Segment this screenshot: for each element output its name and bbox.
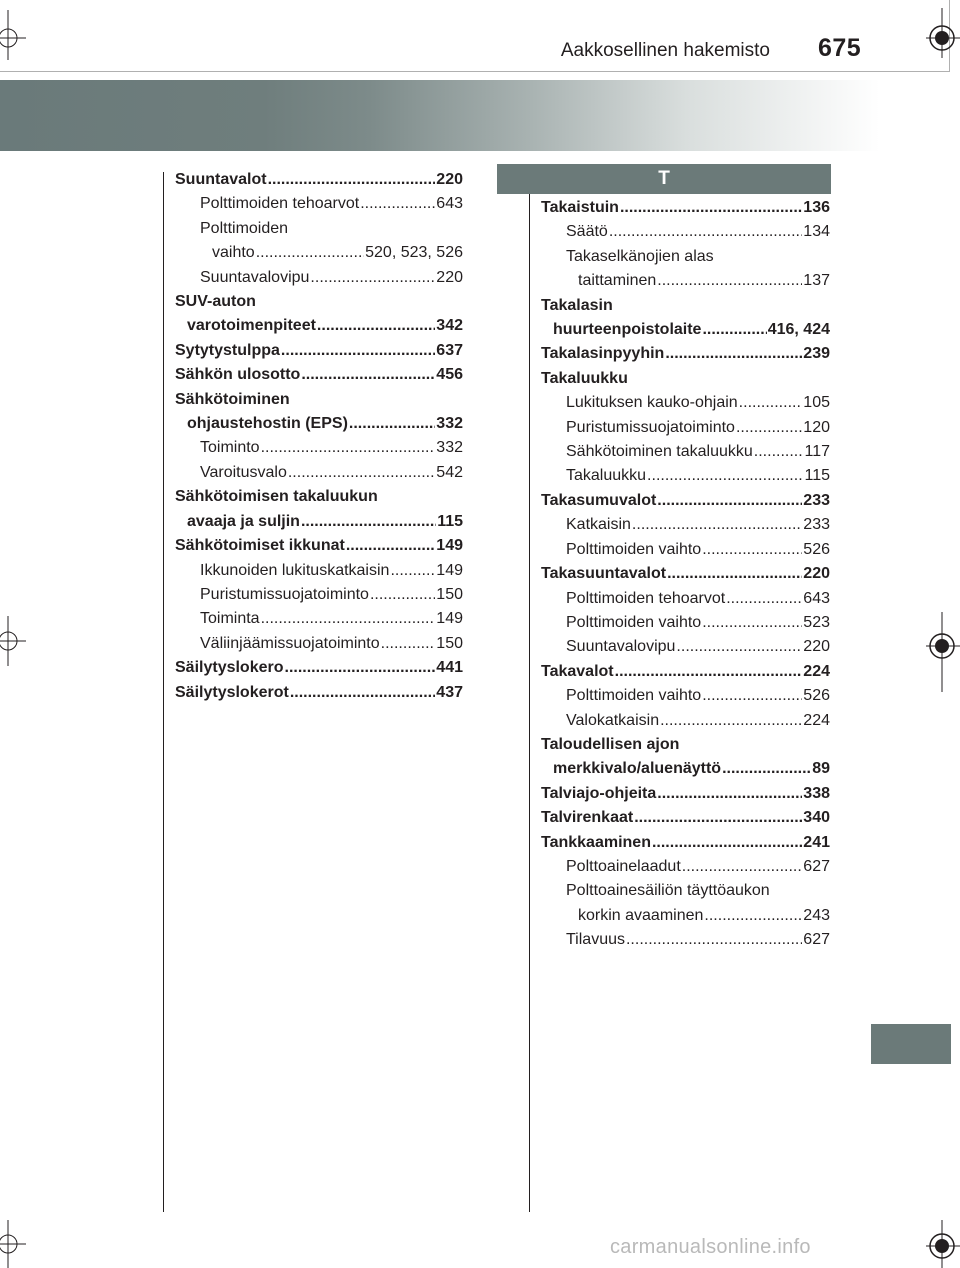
dot-leader xyxy=(657,269,802,293)
index-term: Tilavuus xyxy=(566,931,625,949)
index-term: Väliinjäämissuojatoiminto xyxy=(200,634,380,652)
dot-leader xyxy=(615,660,803,684)
dot-leader xyxy=(609,220,802,244)
index-term: Takalasinpyyhin xyxy=(541,345,665,363)
index-entry xyxy=(541,611,830,635)
registration-mark-icon xyxy=(918,1220,960,1268)
index-entry xyxy=(175,583,463,607)
page-reference: 220 xyxy=(803,638,830,656)
dot-leader xyxy=(726,587,802,611)
page-reference: 149 xyxy=(436,561,463,579)
index-term: avaaja ja suljin xyxy=(187,512,300,530)
dot-leader xyxy=(381,632,436,656)
index-entry xyxy=(541,757,830,781)
page-reference: 233 xyxy=(803,516,830,534)
index-entry xyxy=(175,339,463,363)
dot-leader xyxy=(647,464,803,488)
index-entry xyxy=(175,681,463,705)
page-reference: 117 xyxy=(804,443,830,461)
page-number: 675 xyxy=(818,34,862,62)
index-term: Talvirenkaat xyxy=(541,809,634,827)
index-term: Puristumissuojatoiminto xyxy=(566,418,735,436)
index-entry xyxy=(541,733,830,757)
index-term: Suuntavalovipu xyxy=(566,638,676,656)
dot-leader xyxy=(676,635,802,659)
page-reference: 224 xyxy=(803,662,830,680)
page-reference: 332 xyxy=(436,415,463,433)
index-entry xyxy=(541,318,830,342)
index-entry xyxy=(175,656,463,680)
page-reference: 526 xyxy=(803,687,830,705)
dot-leader xyxy=(346,534,435,558)
index-entry xyxy=(541,806,830,830)
index-entry xyxy=(541,904,830,928)
page-reference: 456 xyxy=(436,366,463,384)
index-entry xyxy=(541,294,830,318)
index-entry xyxy=(175,534,463,558)
dot-leader xyxy=(702,611,802,635)
page-reference: 437 xyxy=(436,683,463,701)
index-term: Takaistuin xyxy=(541,199,619,216)
page-reference: 542 xyxy=(436,463,463,481)
index-term: Sähkötoiminen xyxy=(175,390,290,408)
right-index-column xyxy=(541,196,830,953)
index-term: Sytytystulppa xyxy=(175,341,280,359)
page-reference: 115 xyxy=(437,512,463,530)
index-term: Lukituksen kauko-ohjain xyxy=(566,394,738,412)
dot-leader xyxy=(702,684,802,708)
registration-mark-icon xyxy=(918,8,960,58)
index-term: Valokatkaisin xyxy=(566,711,660,729)
dot-leader xyxy=(288,461,435,485)
page-reference: 149 xyxy=(436,610,463,628)
section-letter-bar: T xyxy=(497,164,831,194)
page-reference: 105 xyxy=(803,394,830,412)
index-entry xyxy=(175,241,463,265)
index-term: Sähkötoimiset ikkunat xyxy=(175,537,345,555)
dot-leader xyxy=(682,855,803,879)
index-term: Sähkön ulosotto xyxy=(175,366,301,384)
dot-leader xyxy=(301,363,435,387)
index-entry xyxy=(541,538,830,562)
index-term: korkin avaaminen xyxy=(578,906,704,924)
page-reference: 342 xyxy=(436,317,463,335)
index-term: Puristumissuojatoiminto xyxy=(200,585,369,603)
index-term: Polttimoiden xyxy=(200,219,289,237)
page-reference: 340 xyxy=(803,809,830,827)
page-reference: 136 xyxy=(803,199,830,216)
index-entry xyxy=(175,314,463,338)
registration-mark-icon xyxy=(0,616,26,666)
index-term: Tankkaaminen xyxy=(541,833,651,851)
index-entry xyxy=(175,363,463,387)
index-entry xyxy=(541,464,830,488)
index-entry xyxy=(175,412,463,436)
index-entry xyxy=(175,632,463,656)
dot-leader xyxy=(665,342,802,366)
index-term: Talviajo-ohjeita xyxy=(541,784,657,802)
index-entry xyxy=(175,436,463,460)
dot-leader xyxy=(256,241,364,265)
dot-leader xyxy=(290,681,435,705)
dot-leader xyxy=(360,192,435,216)
index-term: varotoimenpiteet xyxy=(187,317,316,335)
index-term: Polttimoiden vaihto xyxy=(566,540,702,558)
index-term: Varoitusvalo xyxy=(200,463,287,481)
page-reference: 441 xyxy=(436,659,463,677)
index-term: Polttimoiden tehoarvot xyxy=(566,589,726,607)
page-reference: 224 xyxy=(803,711,830,729)
page-reference: 243 xyxy=(803,906,830,924)
index-entry xyxy=(541,269,830,293)
dot-leader xyxy=(261,607,436,631)
dot-leader xyxy=(660,709,802,733)
index-term: Ikkunoiden lukituskatkaisin xyxy=(200,561,390,579)
dot-leader xyxy=(657,782,802,806)
index-term: Polttimoiden tehoarvot xyxy=(200,195,360,213)
page-reference: 523 xyxy=(803,613,830,631)
index-term: merkkivalo/aluenäyttö xyxy=(553,760,722,778)
dot-leader xyxy=(754,440,804,464)
index-term: Suuntavalot xyxy=(175,171,267,188)
dot-leader xyxy=(632,513,802,537)
index-entry xyxy=(175,559,463,583)
page-reference: 220 xyxy=(436,171,463,188)
page-reference: 89 xyxy=(812,760,830,778)
header-band xyxy=(0,80,880,151)
dot-leader xyxy=(667,562,802,586)
page-reference: 233 xyxy=(803,491,830,509)
page-reference: 338 xyxy=(803,784,830,802)
index-entry xyxy=(541,855,830,879)
index-term: Toiminto xyxy=(200,439,260,457)
index-term: Takaluukku xyxy=(541,369,628,387)
page-reference: 643 xyxy=(803,589,830,607)
page-reference: 520, 523, 526 xyxy=(365,244,463,262)
dot-leader xyxy=(370,583,435,607)
dot-leader xyxy=(657,489,802,513)
page-reference: 150 xyxy=(436,585,463,603)
index-entry xyxy=(541,928,830,952)
index-term: Takasumuvalot xyxy=(541,491,657,509)
index-term: Takaluukku xyxy=(566,467,647,485)
page-reference: 241 xyxy=(803,833,830,851)
index-entry xyxy=(175,388,463,412)
page-reference: 416, 424 xyxy=(767,321,830,339)
index-term: Polttimoiden vaihto xyxy=(566,613,702,631)
index-term: vaihto xyxy=(212,244,255,262)
dot-leader xyxy=(390,559,435,583)
dot-leader xyxy=(301,510,436,534)
index-entry xyxy=(541,879,830,903)
dot-leader xyxy=(268,168,436,192)
index-term: Takaselkänojien alas xyxy=(566,247,714,265)
dot-leader xyxy=(317,314,435,338)
index-term: Säätö xyxy=(566,223,608,241)
index-entry xyxy=(541,196,830,220)
page-reference: 220 xyxy=(803,565,830,583)
index-term: Takalasin xyxy=(541,296,613,314)
index-term: Takavalot xyxy=(541,662,614,680)
index-entry xyxy=(541,220,830,244)
dot-leader xyxy=(702,318,766,342)
index-term: ohjaustehostin (EPS) xyxy=(187,415,348,433)
dot-leader xyxy=(626,928,802,952)
index-term: Takasuuntavalot xyxy=(541,565,667,583)
index-entry xyxy=(541,562,830,586)
page-reference: 332 xyxy=(436,439,463,457)
index-entry xyxy=(541,342,830,366)
index-entry xyxy=(541,635,830,659)
index-entry xyxy=(541,782,830,806)
index-term: Taloudellisen ajon xyxy=(541,735,680,753)
index-term: Katkaisin xyxy=(566,516,631,534)
index-entry xyxy=(541,440,830,464)
dot-leader xyxy=(704,904,802,928)
left-column-rule xyxy=(163,172,164,1212)
index-entry xyxy=(175,168,463,192)
index-entry xyxy=(541,489,830,513)
dot-leader xyxy=(702,538,802,562)
header-title: Aakkosellinen hakemisto xyxy=(560,40,770,61)
index-term: Sähkötoiminen takaluukku xyxy=(566,443,753,461)
index-term: Polttoainesäiliön täyttöaukon xyxy=(566,882,770,900)
registration-mark-icon xyxy=(0,10,26,60)
dot-leader xyxy=(310,266,435,290)
index-entry xyxy=(541,684,830,708)
index-entry xyxy=(175,607,463,631)
page-reference: 120 xyxy=(803,418,830,436)
watermark: carmanualsonline.info xyxy=(610,1236,811,1258)
page-reference: 149 xyxy=(436,537,463,555)
dot-leader xyxy=(349,412,435,436)
page-reference: 134 xyxy=(803,223,830,241)
index-entry xyxy=(541,245,830,269)
dot-leader xyxy=(261,436,436,460)
index-entry xyxy=(541,416,830,440)
index-term: Polttimoiden vaihto xyxy=(566,687,702,705)
index-term: Polttoainelaadut xyxy=(566,857,681,875)
page-reference: 220 xyxy=(436,268,463,286)
dot-leader xyxy=(652,831,802,855)
page-reference: 115 xyxy=(804,467,830,485)
index-term: Suuntavalovipu xyxy=(200,268,310,286)
index-term: taittaminen xyxy=(578,272,657,290)
page-frame xyxy=(0,0,950,72)
registration-mark-icon xyxy=(918,612,960,692)
page-reference: 526 xyxy=(803,540,830,558)
dot-leader xyxy=(285,656,436,680)
index-entry xyxy=(541,587,830,611)
dot-leader xyxy=(736,416,802,440)
index-term: huurteenpoistolaite xyxy=(553,321,702,339)
page-reference: 627 xyxy=(803,857,830,875)
index-entry xyxy=(175,290,463,314)
dot-leader xyxy=(634,806,802,830)
dot-leader xyxy=(739,391,803,415)
dot-leader xyxy=(281,339,435,363)
left-index-column xyxy=(175,168,463,705)
page-reference: 627 xyxy=(803,931,830,949)
page-reference: 150 xyxy=(436,634,463,652)
index-term: Säilytyslokero xyxy=(175,659,284,677)
index-entry xyxy=(541,367,830,391)
index-term: Sähkötoimisen takaluukun xyxy=(175,488,378,506)
index-entry xyxy=(541,391,830,415)
index-entry xyxy=(175,461,463,485)
index-entry xyxy=(175,510,463,534)
index-entry xyxy=(541,709,830,733)
dot-leader xyxy=(620,196,802,220)
index-entry xyxy=(175,192,463,216)
page-reference: 643 xyxy=(436,195,463,213)
page-reference: 637 xyxy=(436,341,463,359)
index-term: Säilytyslokerot xyxy=(175,683,289,701)
page-reference: 137 xyxy=(803,272,830,290)
index-entry xyxy=(541,831,830,855)
right-column-rule xyxy=(529,193,530,1212)
index-term: Toiminta xyxy=(200,610,260,628)
registration-mark-icon xyxy=(0,1220,26,1268)
thumb-index-tab xyxy=(871,1024,951,1064)
page-reference: 239 xyxy=(803,345,830,363)
index-entry xyxy=(175,485,463,509)
dot-leader xyxy=(722,757,811,781)
index-entry xyxy=(175,217,463,241)
index-entry xyxy=(175,266,463,290)
index-entry xyxy=(541,660,830,684)
index-entry xyxy=(541,513,830,537)
index-term: SUV-auton xyxy=(175,293,256,311)
